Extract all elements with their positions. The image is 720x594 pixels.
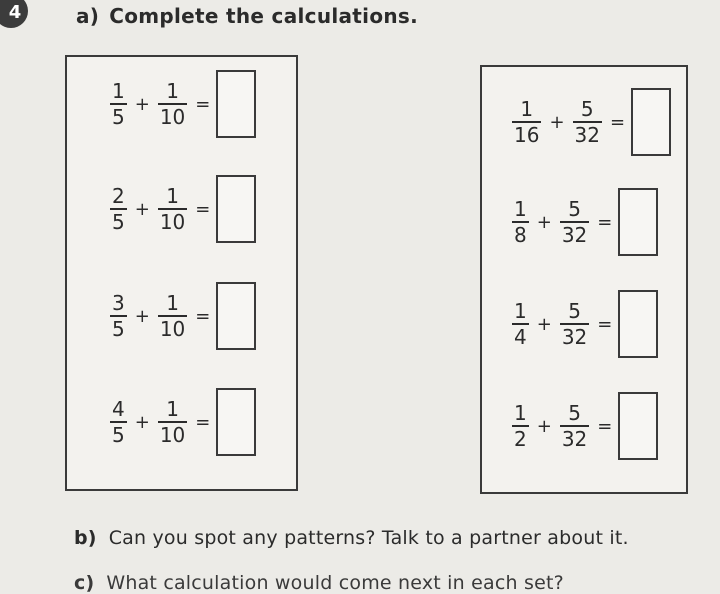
- question-number-badge: [0, 0, 28, 28]
- second-fraction-numerator: 5: [580, 97, 594, 121]
- first-fraction: [510, 198, 531, 246]
- first-fraction-denominator: 5: [112, 317, 125, 341]
- first-fraction-numerator: 1: [514, 197, 527, 221]
- part-a-heading: [76, 4, 418, 28]
- answer-box[interactable]: [618, 188, 658, 256]
- first-fraction-numerator: 1: [514, 299, 527, 323]
- first-fraction: [108, 292, 129, 340]
- first-fraction-denominator: 5: [112, 105, 125, 129]
- second-fraction-numerator: 5: [568, 197, 581, 221]
- first-fraction: [510, 300, 531, 348]
- first-fraction-denominator: 4: [514, 325, 527, 349]
- part-c-label: c): [74, 572, 95, 594]
- answer-box[interactable]: [216, 175, 256, 243]
- first-fraction: [108, 80, 129, 128]
- part-c-text: What calculation would come next in each set?: [106, 572, 564, 594]
- calculation-row: [510, 88, 671, 156]
- first-fraction: [510, 98, 543, 146]
- calculation-row: [510, 290, 658, 358]
- first-fraction-numerator: 1: [514, 401, 527, 425]
- calculation-row: [108, 388, 256, 456]
- equals-sign: =: [610, 111, 626, 133]
- answer-box[interactable]: [618, 392, 658, 460]
- first-fraction-numerator: 1: [520, 97, 534, 121]
- second-fraction-numerator: 1: [166, 184, 179, 208]
- part-c-question: [74, 572, 564, 594]
- second-fraction: [558, 402, 591, 450]
- second-fraction: [558, 300, 591, 348]
- second-fraction: [156, 398, 189, 446]
- part-b-text: Can you spot any patterns? Talk to a partner about it.: [108, 527, 629, 549]
- second-fraction-numerator: 1: [166, 291, 179, 315]
- second-fraction-denominator: 10: [159, 105, 186, 129]
- plus-sign: +: [134, 305, 150, 327]
- plus-sign: +: [536, 211, 552, 233]
- plus-sign: +: [134, 198, 150, 220]
- second-fraction: [156, 185, 189, 233]
- first-fraction-denominator: 8: [514, 223, 527, 247]
- part-a-instruction: Complete the calculations.: [109, 4, 419, 28]
- second-fraction-denominator: 32: [561, 223, 588, 247]
- plus-sign: +: [536, 313, 552, 335]
- second-fraction-numerator: 1: [166, 397, 179, 421]
- second-fraction-denominator: 32: [574, 123, 600, 147]
- first-fraction-numerator: 3: [112, 291, 125, 315]
- plus-sign: +: [134, 93, 150, 115]
- first-fraction: [510, 402, 531, 450]
- second-fraction-numerator: 1: [166, 79, 179, 103]
- plus-sign: +: [134, 411, 150, 433]
- answer-box[interactable]: [216, 282, 256, 350]
- second-fraction-denominator: 32: [561, 427, 588, 451]
- second-fraction-numerator: 5: [568, 401, 581, 425]
- second-fraction: [571, 98, 604, 146]
- equals-sign: =: [597, 313, 613, 335]
- answer-box[interactable]: [631, 88, 671, 156]
- equals-sign: =: [195, 411, 211, 433]
- part-a-label: a): [76, 4, 100, 28]
- equals-sign: =: [597, 211, 613, 233]
- first-fraction-numerator: 2: [112, 184, 125, 208]
- first-fraction: [108, 398, 129, 446]
- first-fraction-numerator: 1: [112, 79, 125, 103]
- second-fraction: [558, 198, 591, 246]
- calculation-row: [510, 392, 658, 460]
- calculation-row: [510, 188, 658, 256]
- equals-sign: =: [195, 198, 211, 220]
- part-b-label: b): [74, 527, 97, 549]
- second-fraction: [156, 292, 189, 340]
- second-fraction-denominator: 32: [561, 325, 588, 349]
- equals-sign: =: [195, 305, 211, 327]
- part-b-question: [74, 527, 629, 549]
- calculation-row: [108, 282, 256, 350]
- second-fraction-numerator: 5: [568, 299, 581, 323]
- first-fraction: [108, 185, 129, 233]
- equals-sign: =: [195, 93, 211, 115]
- answer-box[interactable]: [618, 290, 658, 358]
- second-fraction: [156, 80, 189, 128]
- answer-box[interactable]: [216, 388, 256, 456]
- calculation-row: [108, 175, 256, 243]
- first-fraction-denominator: 2: [514, 427, 527, 451]
- first-fraction-denominator: 16: [514, 123, 540, 147]
- second-fraction-denominator: 10: [159, 210, 186, 234]
- plus-sign: +: [536, 415, 552, 437]
- plus-sign: +: [549, 111, 565, 133]
- answer-box[interactable]: [216, 70, 256, 138]
- second-fraction-denominator: 10: [159, 423, 186, 447]
- second-fraction-denominator: 10: [159, 317, 186, 341]
- equals-sign: =: [597, 415, 613, 437]
- first-fraction-denominator: 5: [112, 423, 125, 447]
- calculation-row: [108, 70, 256, 138]
- first-fraction-numerator: 4: [112, 397, 125, 421]
- first-fraction-denominator: 5: [112, 210, 125, 234]
- question-number: 4: [8, 2, 22, 23]
